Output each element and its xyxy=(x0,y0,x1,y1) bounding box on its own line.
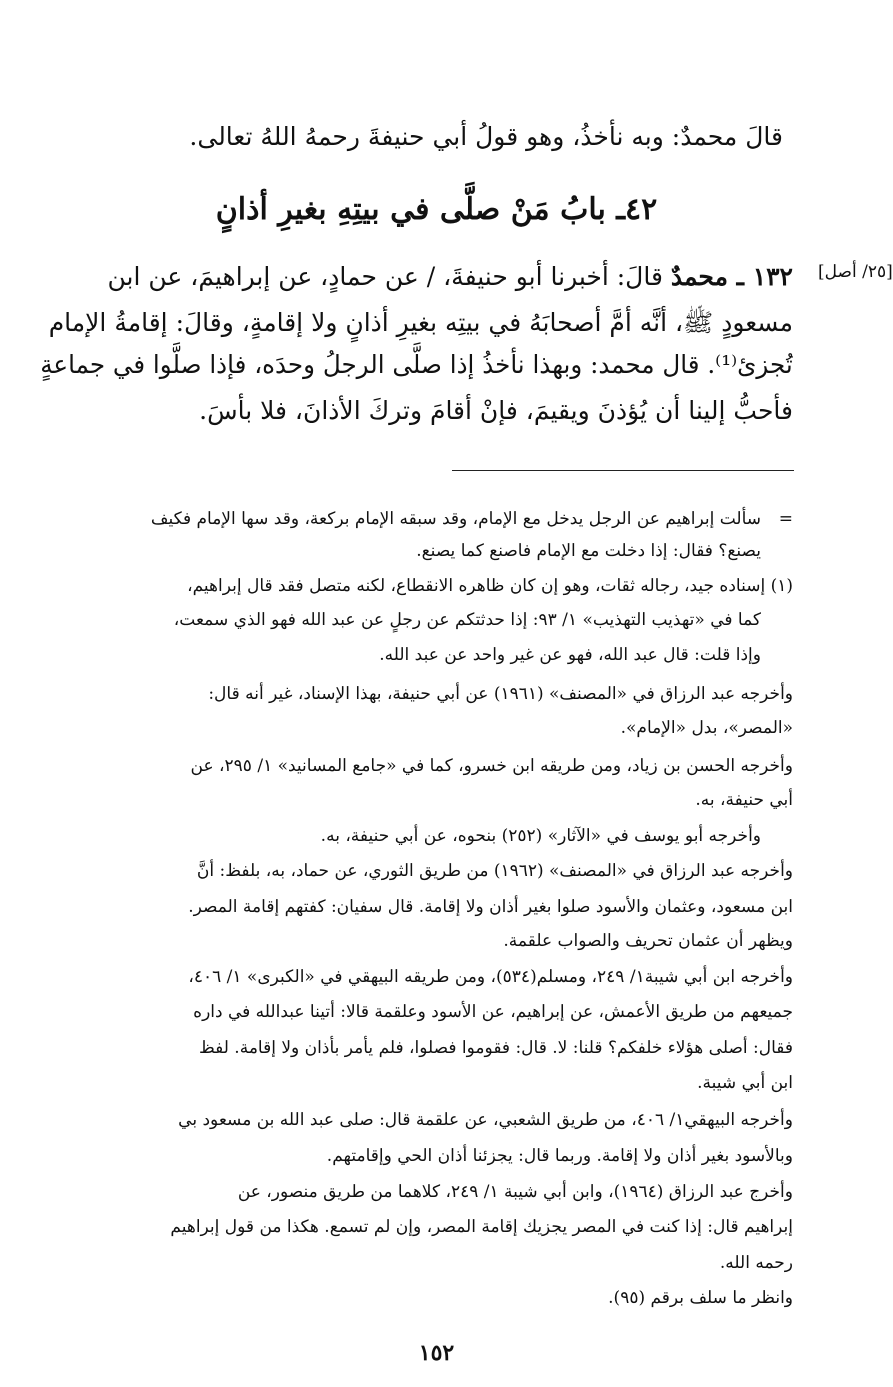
footnote-line: وأخرجه أبو يوسف في «الآثار» (٢٥٢) بنحوه، عن أبي حنيفة، به. xyxy=(320,826,761,846)
chapter-heading: ٤٢ـ بابُ مَنْ صلَّى في بيتِهِ بغيرِ أذانٍ xyxy=(215,192,658,227)
footnote-line: وأخرج عبد الرزاق (١٩٦٤)، وابن أبي شيبة ١/ ٢٤٩، كلاهما من طريق منصور، عن xyxy=(237,1182,793,1202)
footnote-line: كما في «تهذيب التهذيب» ١/ ٩٣: إذا حدثتكم عن رجلٍ عن عبد الله فهو الذي سمعت، xyxy=(173,610,761,630)
footnote-separator xyxy=(452,470,794,471)
footnote-line: يصنع؟ فقال: إذا دخلت مع الإمام فاصنع كما يصنع. xyxy=(416,541,761,561)
main-text-line-2: مسعودٍ ﷺ، أنَّه أمَّ أصحابَهُ في بيتِه بغيرِ أذانٍ ولا إقامةٍ، وقالَ: إقامةُ الإمام xyxy=(48,308,793,337)
footnote-line: أبي حنيفة، به. xyxy=(695,790,793,810)
main-text-line-1 xyxy=(107,262,793,291)
page-number: ١٥٢ xyxy=(418,1340,455,1366)
hadith-number: ١٣٢ ـ محمدٌ xyxy=(670,262,793,291)
footnote-line: وأخرجه الحسن بن زياد، ومن طريقه ابن خسرو، كما في «جامع المسانيد» ١/ ٢٩٥، عن xyxy=(190,756,793,776)
footnote-line: ابن مسعود، وعثمان والأسود صلوا بغير أذان ولا إقامة. قال سفيان: كفتهم إقامة المصر. xyxy=(188,897,793,917)
footnote-line: وانظر ما سلف برقم (٩٥). xyxy=(608,1288,793,1308)
footnote-line: وأخرجه عبد الرزاق في «المصنف» (١٩٦٢) من طريق الثوري، عن حماد، به، بلفظ: أنَّ xyxy=(196,861,793,881)
footnote-line: إبراهيم قال: إذا كنت في المصر يجزيك إقامة المصر، وإن لم تسمع. هكذا من قول إبراهيم xyxy=(170,1217,793,1237)
footnote-line: «المصر»، بدل «الإمام». xyxy=(620,718,793,738)
main-text-line-4: فأحبُّ إلينا أن يُؤذنَ ويقيمَ، فإنْ أقامَ وتركَ الأذانَ، فلا بأسَ. xyxy=(199,396,793,425)
footnote-line: وإذا قلت: قال عبد الله، فهو عن غير واحد عن عبد الله. xyxy=(379,645,761,665)
main-text-line-3: تُجزئ⁽¹⁾. قال محمد: وبهذا نأخذُ إذا صلَّى الرجلُ وحدَه، فإذا صلَّوا في جماعةٍ xyxy=(40,350,793,379)
footnote-line: ويظهر أن عثمان تحريف والصواب علقمة. xyxy=(503,931,793,951)
footnote-line: ابن أبي شيبة. xyxy=(697,1073,793,1093)
footnote-line: وأخرجه عبد الرزاق في «المصنف» (١٩٦١) عن أبي حنيفة، بهذا الإسناد، غير أنه قال: xyxy=(208,684,793,704)
footnote-line: وأخرجه ابن أبي شيبة١/ ٢٤٩، ومسلم(٥٣٤)، ومن طريقه البيهقي في «الكبرى» ١/ ٤٠٦، xyxy=(188,967,793,987)
footnote-line: وأخرجه البيهقي١/ ٤٠٦، من طريق الشعبي، عن علقمة قال: صلى عبد الله بن مسعود بي xyxy=(178,1110,793,1130)
intro-line: قالَ محمدٌ: وبه نأخذُ، وهو قولُ أبي حنيفةَ رحمهُ اللهُ تعالى. xyxy=(189,122,783,151)
footnote-line: (١) إسناده جيد، رجاله ثقات، وهو إن كان ظاهره الانقطاع، لكنه متصل فقد قال إبراهيم، xyxy=(187,576,793,596)
footnote-line: جميعهم من طريق الأعمش، عن إبراهيم، عن الأسود وعلقمة قالا: أتينا عبدالله في داره xyxy=(193,1002,793,1022)
footnote-line: سألت إبراهيم عن الرجل يدخل مع الإمام، وقد سبقه الإمام بركعة، وقد سها الإمام فكيف xyxy=(150,509,761,529)
footnote-line: وبالأسود بغير أذان ولا إقامة. وربما قال: يجزئنا أذان الحي وإقامتهم. xyxy=(326,1146,793,1166)
footnote-line: رحمه الله. xyxy=(719,1253,793,1273)
footnote-line: فقال: أصلى هؤلاء خلفكم؟ قلنا: لا. قال: فقوموا فصلوا، فلم يأمر بأذان ولا إقامة. لفظ xyxy=(198,1038,793,1058)
margin-reference: [٢٥/ أصل] xyxy=(818,262,893,282)
footnote-continuation-mark: = xyxy=(778,509,793,529)
main-text-line-1-rest: قالَ: أخبرنا أبو حنيفةَ، / عن حمادٍ، عن إبراهيمَ، عن ابن xyxy=(107,262,671,291)
